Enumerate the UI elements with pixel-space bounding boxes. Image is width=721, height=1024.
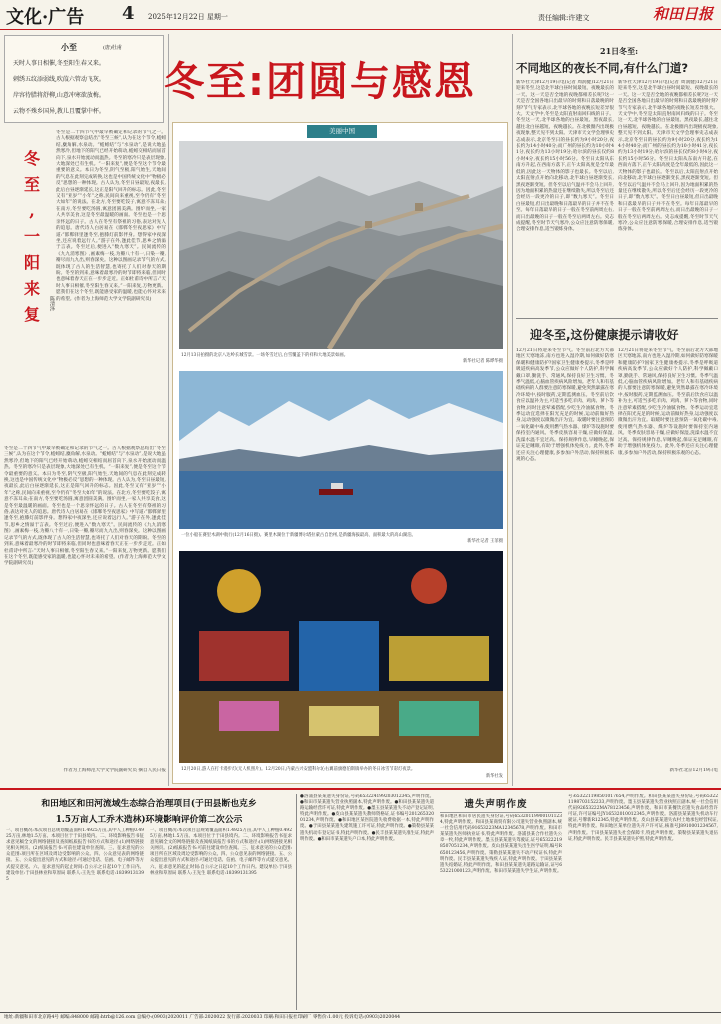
great-wall-image <box>179 141 503 349</box>
essay-title <box>22 146 42 328</box>
poem-line: 云物不殊乡国异,教儿且覆掌中杯。 <box>13 108 105 115</box>
title-char: 一 <box>23 227 40 246</box>
essay-body-bottom: 冬至是二十四节气中最早被确定和记录的节气之一。古人根据观察总结出“冬至三候”,认为在这个节令,蚯蚓结,麋角解,水泉动。“蚯蚓结”与“水泉动”,是说大地虽然寒冷,但地下的阳气已经开始萌动,蚯蚓交相结而屈首向下,泉水开始流动而温热。冬至的寒冷只是表层现象,大地深处已有生机。“一阳来复”,便是冬至这个节令最重要的意义。本日为冬至,阴气至极,阳气始生,天地间的气息在此刻完成转换,这也是中国传统文化中“物极必反”思想的一种体现。古人认为,冬至日昼最短,夜最长,此后白昼逐渐延长,这正是阳气回升的标志。因此,冬至又有“亚岁”“小年”之称,民间向来重视,至今仍有“冬至大如年”的说法。在北方,冬至要吃饺子,寓意不冻耳朵;在南方,冬至要吃汤圆,寓意团圆美满。围炉而坐,一家人共享美食,这是冬至最温暖的画面。冬至也是一个思亲怀远的日子。古人在冬至有祭祖的习俗,表达对先人的追思。唐代诗人白居易在《邯郸冬至夜思家》中写道:“邯郸驿里逢冬至,抱膝灯前影伴身。想得家中夜深坐,还应说着远行人。”游子在外,逢此佳节,思乡之情溢于言表。冬至过后,便进入“数九寒天”。民间流传的《九九消寒图》,画素梅一枝,为瓣八十有一,日染一瓣,瓣尽而九九出,则春深矣。这种以图画记录节气的方式,既体现了古人的生活智慧,也寄托了人们对春天的期盼。冬至的到来,意味着最寒冷的时节即将来临,但同时也意味着春天正在一步步走近。正如杜甫诗中所言:“天时人事日相催,冬至阳生春又来。”一阳来复,万物更新。愿我们在这个冬至,既能感受家的温暖,也能心怀对未来的希望。(作者为上海师范大学文学院副研究员) <box>4 446 166 567</box>
article2-body-col2: 12月21日将迎来冬至节气。冬至前后北方大部地区天寒地冻,南方也进入湿冷期,如何做好防寒保暖和健康防护?国家卫生健康委提示,冬季是呼吸道疾病高发季节,公众应做好个人防护,科学佩戴口罩,勤洗手、常通风,保持良好卫生习惯。冬季气温低,心脑血管疾病风险增加。老年人和有基础疾病的人群要注意防寒保暖,避免突然暴露在寒冷环境中,按时服药,定期监测血压。冬至前后饮食应以温补为主,可适当多吃羊肉、鸡肉、萝卜等食物,同时注意荤素搭配,少吃生冷油腻食物。冬季运动宜选择在阳光充足的时候,运动前做好热身,运动强度以微微出汗为宜。取暖时要注意预防一氧化碳中毒,使用燃气热水器、煤炉等设施时要保持室内通风。冬季皮肤容易干燥,应做好保湿,洗澡水温不宜过高。保持规律作息,早睡晚起,保证充足睡眠,有助于增强机体免疫力。此外,冬季还应关注心理健康,多参加户外活动,保持积极乐观的心态。 <box>618 348 718 456</box>
essay-outro: 作者为上海师范大学文学院副研究员 摘自人民日报 <box>63 768 166 773</box>
photo-lantern-festival <box>179 551 503 763</box>
issue-date: 2025年12月22日 星期一 <box>148 13 228 21</box>
notice-box <box>4 794 294 1010</box>
lantern-image <box>179 551 503 763</box>
photo-caption: 12月13日拍摄的北京八达岭长城雪景。一场冬雪过后,白雪覆盖下的祥和大地美景如画。 <box>181 353 348 358</box>
article2-credit: 新华社北京12月19日电 <box>669 768 718 773</box>
lost-notice-title: 遗失声明作废 <box>464 799 528 810</box>
poem-line: 岸容待腊将舒柳,山意冲寒欲放梅。 <box>13 92 105 99</box>
photo-sayram-lake <box>179 371 503 529</box>
photo-credit: 新华社记者 王菲摄 <box>467 539 503 544</box>
article1-kicker: 21日冬至: <box>600 46 639 56</box>
poem-author: (唐)杜甫 <box>103 45 122 51</box>
essay-author: 陈清泽 <box>49 296 55 311</box>
title-char: , <box>29 201 35 220</box>
photo-credit: 新华社记者 陈晔华摄 <box>462 359 503 364</box>
notice-body-col2: 一、项目概况:本次项目总规划覆盖面积1.4925万亩,其中人工种植0.4925万亩,林地1.5万亩。本项目位于于田县境内。二、环境影响报告书征求意见稿全文的网络链接及查阅纸质报告书的方式和途径:(1)网络链接见相关网页。(2)纸质报告书:可前往建设单位查阅。三、征求意见的公众范围:项目所在区域及周边受影响的公众。四、公众意见表的网络链接。五、公众提出意见的方式和途径:可通过电话、信函、电子邮件等方式提交意见。六、征求意见的起止时间:自公示之日起10个工作日内。建设单位:于田县林业和草原局 联系人:王先生 联系电话:18399131395 <box>150 828 292 876</box>
right-notices: 号:653221198501017654,声明作废。和田县某某遗失身份证,号码653221198703152233,声明作废。墨玉县某某遗失营业执照正副本,统一社会信用代码92653222MA78123456,声明作废。和田市某餐饮店遗失食品经营许可证,许可证编号JY16532010012345,声明作废。洛浦县某某遗失机动车行驶证,号牌新R12345,特此声明作废。皮山县某某遗失农村土地承包经营权证,特此声明作废。和田地区某单位遗失开户许可证,核准号J8910001234567,声明作废。于田县某某遗失社会保障卡,特此声明作废。策勒县某某遗失退伍证,特此声明作废。民丰县某某遗失护照,特此声明作废。 <box>568 794 718 842</box>
title-char: 复 <box>23 305 40 324</box>
article1-body: 新华社天津12月19日电(记者 周润健)12月21日迎来冬至,这是北半球白昼时间最短、夜晚最长的一天。这一天是否全地的夜晚都相差长呢?这一天是否全国各地日出最早的时刻和日落最晚的时刻?节气专家表示,北半球各地的夜晚长短差异很大。天文学中,冬至是太阳直射南回归线的日子。冬至这一天,北半球各地的白昼最短、黑夜最长,越往北白昼越短、夜晚越长。在北极圈内出现极夜现象,整天见不到太阳。天津市天文学会理事史志成表示,北京冬至日的昼长约为9小时20分,夜长约为14小时40分;而广州的昼长约为10小时41分,夜长约为13小时19分;哈尔滨的昼长仅约8小时4分,夜长约15小时56分。冬至日太阳从东南方升起,在西南方落下,正午太阳高度是全年最低的,因此这一天物体的影子也最长。冬至以后,太阳直射点开始向北移动,北半球白昼逐渐变长,黑夜逐渐变短。但冬至以后气温并不会马上回升,因为地面积累的热量还在继续散失,所以冬至后还会经历一段更冷的日子,即“数九寒天”。冬至日白昼最短,但日出最晚和日落最早的日子并不在冬至。每年日落最早的日子一般在冬至前两周左右,而日出最晚的日子一般在冬至后两周左右。史志成提醒,冬至时节天气寒冷,公众应注意防寒保暖,合理安排作息,适当锻炼身体。 <box>516 80 614 233</box>
title-char: 至 <box>23 175 40 194</box>
section-label: 美丽中国 <box>307 125 377 138</box>
title-char: 阳 <box>23 253 40 272</box>
poem-line: 刺绣五纹添弱线,吹葭六管动飞灰。 <box>13 76 105 83</box>
page-number: 4 <box>122 3 135 24</box>
notice-body: 一、项目概况:本次项目总规划覆盖面积1.4925万亩,其中人工种植0.4925万亩,林地1.5万亩。本项目位于于田县境内。二、环境影响报告书征求意见稿全文的网络链接及查阅纸质报告书的方式和途径:(1)网络链接见相关网页。(2)纸质报告书:可前往建设单位查阅。三、征求意见的公众范围:项目所在区域及周边受影响的公众。四、公众意见表的网络链接。五、公众提出意见的方式和途径:可通过电话、信函、电子邮件等方式提交意见。六、征求意见的起止时间:自公示之日起10个工作日内。建设单位:于田县林业和草原局 联系人:王先生 联系电话:18399131395 <box>6 828 144 882</box>
editor-credit: 责任编辑:许建文 <box>538 14 590 22</box>
poem-line: 天时人事日相催,冬至阳生春又来。 <box>13 60 105 67</box>
article2-title: 迎冬至,这份健康提示请收好 <box>530 328 679 342</box>
article2-body: 12月21日将迎来冬至节气。冬至前后北方大部地区天寒地冻,南方也进入湿冷期,如何做好防寒保暖和健康防护?国家卫生健康委提示,冬季是呼吸道疾病高发季节,公众应做好个人防护,科学佩戴口罩,勤洗手、常通风,保持良好卫生习惯。冬季气温低,心脑血管疾病风险增加。老年人和有基础疾病的人群要注意防寒保暖,避免突然暴露在寒冷环境中,按时服药,定期监测血压。冬至前后饮食应以温补为主,可适当多吃羊肉、鸡肉、萝卜等食物,同时注意荤素搭配,少吃生冷油腻食物。冬季运动宜选择在阳光充足的时候,运动前做好热身,运动强度以微微出汗为宜。取暖时要注意预防一氧化碳中毒,使用燃气热水器、煤炉等设施时要保持室内通风。冬季皮肤容易干燥,应做好保湿,洗澡水温不宜过高。保持规律作息,早睡晚起,保证充足睡眠,有助于增强机体免疫力。此外,冬季还应关注心理健康,多参加户外活动,保持积极乐观的心态。 <box>516 348 614 462</box>
footer-info: 地址:新疆和田市北京路4号 邮编:848000 邮箱:htrb@126.com 总编办:(0903)2020011 广告部:2020022 发行部:2020033 印刷:和田日报社印刷厂 零售价:1.00元 投诉电话:(0903)2020044 <box>4 1015 401 1020</box>
article1-title: 不同地区的夜长不同,有什么门道? <box>516 61 689 75</box>
photo-great-wall <box>179 141 503 349</box>
essay-body-top: 冬至是二十四节气中最早被确定和记录的节气之一。古人根据观察总结出“冬至三候”,认为在这个节令,蚯蚓结,麋角解,水泉动。“蚯蚓结”与“水泉动”,是说大地虽然寒冷,但地下的阳气已经开始萌动,蚯蚓交相结而屈首向下,泉水开始流动而温热。冬至的寒冷只是表层现象,大地深处已有生机。“一阳来复”,便是冬至这个节令最重要的意义。本日为冬至,阴气至极,阳气始生,天地间的气息在此刻完成转换,这也是中国传统文化中“物极必反”思想的一种体现。古人认为,冬至日昼最短,夜最长,此后白昼逐渐延长,这正是阳气回升的标志。因此,冬至又有“亚岁”“小年”之称,民间向来重视,至今仍有“冬至大如年”的说法。在北方,冬至要吃饺子,寓意不冻耳朵;在南方,冬至要吃汤圆,寓意团圆美满。围炉而坐,一家人共享美食,这是冬至最温暖的画面。冬至也是一个思亲怀远的日子。古人在冬至有祭祖的习俗,表达对先人的追思。唐代诗人白居易在《邯郸冬至夜思家》中写道:“邯郸驿里逢冬至,抱膝灯前影伴身。想得家中夜深坐,还应说着远行人。”游子在外,逢此佳节,思乡之情溢于言表。冬至过后,便进入“数九寒天”。民间流传的《九九消寒图》,画素梅一枝,为瓣八十有一,日染一瓣,瓣尽而九九出,则春深矣。这种以图画记录节气的方式,既体现了古人的生活智慧,也寄托了人们对春天的期盼。冬至的到来,意味着最寒冷的时节即将来临,但同时也意味着春天正在一步步走近。正如杜甫诗中所言:“天时人事日相催,冬至阳生春又来。”一阳来复,万物更新。愿我们在这个冬至,既能感受家的温暖,也能心怀对未来的希望。(作者为上海师范大学文学院副研究员) <box>56 130 166 302</box>
poem-box <box>4 35 164 123</box>
main-title: 冬至:团圆与感恩 <box>164 59 476 105</box>
lost-notice-body: 和田地区和田市居民遗失身份证,号码653201199001011234,特此声明作废。和田县某商贸有限公司遗失营业执照副本,统一社会信用代码91653223MA12345678,声明作废。和田市某某遗失医师执业证书,特此声明作废。洛浦县某合作社遗失公章一枚,特此声明作废。墨玉县某某遗失驾驶证,证号653222198507051234,声明作废。皮山县某某遗失出生医学证明,编号R650123456,声明作废。策勒县某某遗失不动产权证书,特此声明作废。民丰县某某遗失残疾人证,特此声明作废。于田县某某遗失结婚证,特此声明作废。和田县某某遗失道路运输证,证号653221000123,声明作废。和田市某某遗失学生证,声明作废。 <box>440 814 562 874</box>
section-name: 文化·广告 <box>6 7 85 28</box>
photo-caption: 12月20日,游人在打卡漫步灯(无人机照片)。12月20日,内蒙古兴安盟科尔沁右翼前旗德伯斯镇举办的冬日冰雪节彩灯夜景。 <box>181 767 416 772</box>
photo-caption: 一位小船在赛里木湖中航行(12月16日摄)。赛里木湖位于新疆博尔塔拉蒙古自治州,是新疆海拔最高、面积最大的高山湖泊。 <box>181 533 416 538</box>
poem-title: 小至 <box>61 42 77 52</box>
page-header <box>0 0 721 30</box>
middle-notices: ●洛浦县某某遗失身份证,号码653224199203012345,声明作废。●和田市某某遗失营业执照副本,特此声明作废。●和田县某某遗失道路运输经营许可证,特此声明作废。●墨玉县某某遗失不动产登记证明,特此声明作废。●皮山县某某遗失教师资格证,证书编号20126532001234,声明作废。●和田地区某医院遗失收费收据一本,特此声明作废。●于田县某某遗失建筑施工许可证,特此声明作废。●策勒县某某遗失机动车登记证书,特此声明作废。●民丰县某某遗失准生证,特此声明作废。●和田市某某遗失户口本,特此声明作废。 <box>300 794 434 842</box>
photo-section <box>172 122 508 784</box>
title-char: 来 <box>23 279 40 298</box>
newspaper-logo: 和田日报 <box>652 5 713 23</box>
notice-title: 1.5万亩人工乔木造林)环境影响评价第二次公示 <box>55 815 243 825</box>
title-char: 冬 <box>23 149 40 168</box>
article1-body-col2: 新华社天津12月19日电(记者 周润健)12月21日迎来冬至,这是北半球白昼时间最短、夜晚最长的一天。这一天是否全地的夜晚都相差长呢?这一天是否全国各地日出最早的时刻和日落最晚的时刻?节气专家表示,北半球各地的夜晚长短差异很大。天文学中,冬至是太阳直射南回归线的日子。冬至这一天,北半球各地的白昼最短、黑夜最长,越往北白昼越短、夜晚越长。在北极圈内出现极夜现象,整天见不到太阳。天津市天文学会理事史志成表示,北京冬至日的昼长约为9小时20分,夜长约为14小时40分;而广州的昼长约为10小时41分,夜长约为13小时19分;哈尔滨的昼长仅约8小时4分,夜长约15小时56分。冬至日太阳从东南方升起,在西南方落下,正午太阳高度是全年最低的,因此这一天物体的影子也最长。冬至以后,太阳直射点开始向北移动,北半球白昼逐渐变长,黑夜逐渐变短。但冬至以后气温并不会马上回升,因为地面积累的热量还在继续散失,所以冬至后还会经历一段更冷的日子,即“数九寒天”。冬至日白昼最短,但日出最晚和日落最早的日子并不在冬至。每年日落最早的日子一般在冬至前两周左右,而日出最晚的日子一般在冬至后两周左右。史志成提醒,冬至时节天气寒冷,公众应注意防寒保暖,合理安排作息,适当锻炼身体。 <box>618 80 718 233</box>
photo-credit: 新华社发 <box>485 774 503 779</box>
notice-title: 和田地区和田河流域生态综合治理项目(于田县断也克乡 <box>41 799 257 809</box>
lake-image <box>179 371 503 529</box>
